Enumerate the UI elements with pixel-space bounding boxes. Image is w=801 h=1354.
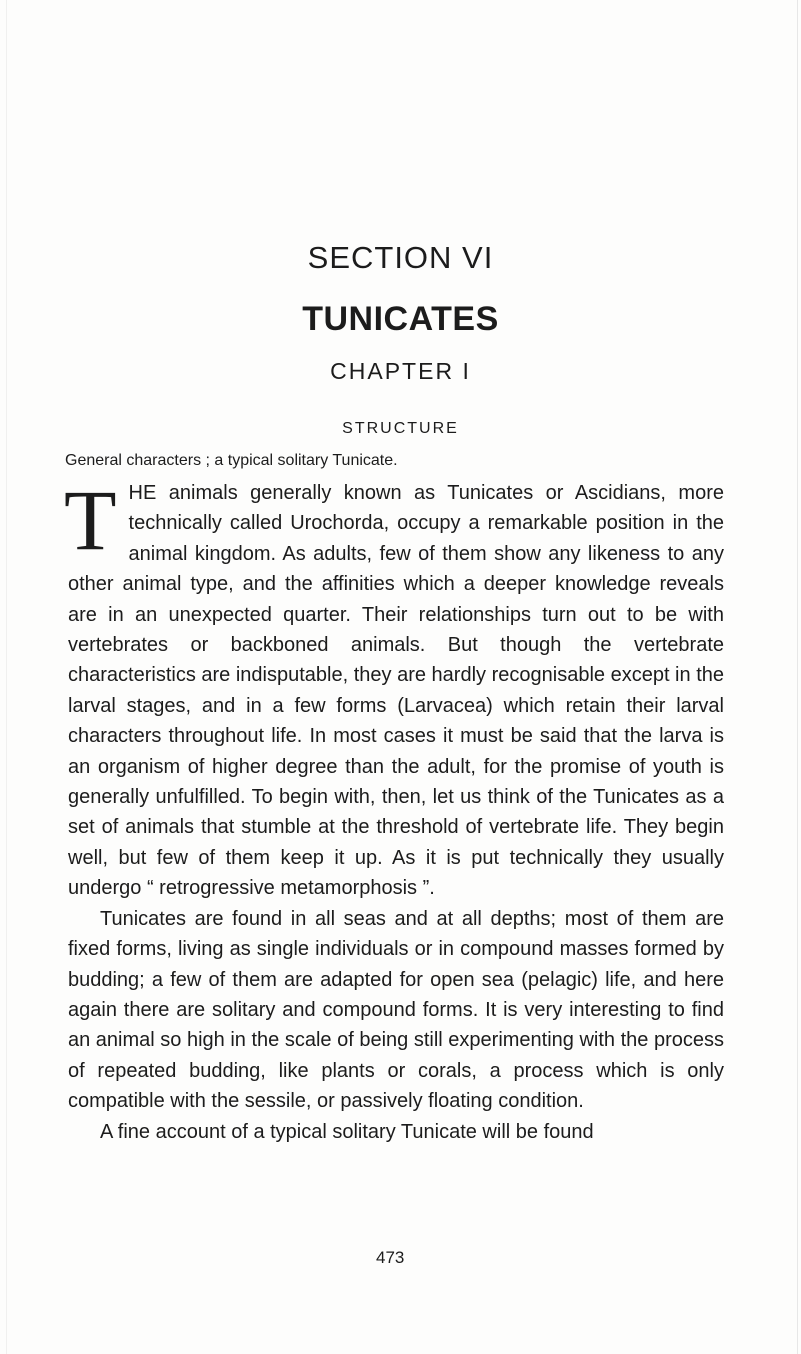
page-number: 473 xyxy=(376,1248,405,1267)
chapter-subject: STRUCTURE xyxy=(342,420,459,437)
page-edge-right xyxy=(797,0,798,1354)
section-heading: SECTION VI xyxy=(307,240,494,275)
paragraph xyxy=(64,472,724,904)
chapter-heading: CHAPTER I xyxy=(330,358,471,384)
paragraph: A fine account of a typical solitary Tunicate will be found xyxy=(100,1120,594,1143)
chapter-summary: General characters ; a typical solitary Tunicate. xyxy=(65,452,398,469)
body-text xyxy=(64,472,724,1147)
section-title: TUNICATES xyxy=(302,300,499,338)
drop-cap: T xyxy=(64,472,117,568)
paragraph-text: HE animals generally known as Tunicates or Ascidians, more technically called Urochorda, occupy a remarkable position in the animal kingdom. As adults, few of them show any likeness to any other animal type, and the affinities which a deeper knowledge reveals are in an unexpected quarter. Their relationships turn out to be with vertebrates or backboned animals. But though the vertebrate characteristics are indisputable, they are hardly recognisable except in the larval stages, and in a few forms (Larvacea) which retain their larval characters throughout life. In most cases it must be said that the larva is an organism of higher degree than the adult, for the promise of youth is generally unfulfilled. To begin with, then, let us think of the Tunicates as a set of animals that stumble at the threshold of vertebrate life. They begin well, but few of them keep it up. As it is put technically they usually undergo “ retrogressive metamorphosis ”. xyxy=(68,482,724,900)
page-edge-left xyxy=(6,0,7,1354)
paragraph: Tunicates are found in all seas and at all depths; most of them are fixed forms, living as single individuals or in compound masses formed by budding; a few of them are adapted for open sea (pelagic) life, and here again there are solitary and compound forms. It is very interesting to find an animal so high in the scale of being still experimenting with the process of repeated budding, like plants or corals, a process which is only compatible with the sessile, or passively floating condition. xyxy=(68,907,724,1113)
